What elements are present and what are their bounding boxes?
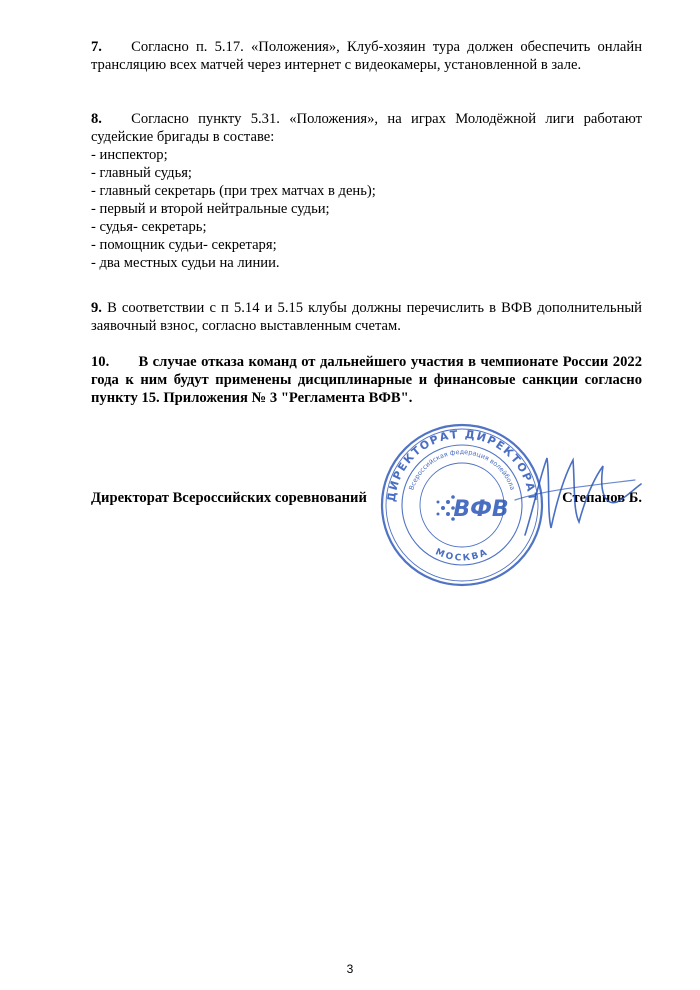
volleyball-icon [437, 495, 455, 521]
list-item: - главный секретарь (при трех матчах в день); [91, 183, 376, 199]
paragraph-number: 9. [91, 300, 102, 316]
list-item: - два местных судьи на линии. [91, 255, 280, 271]
paragraph-number: 8. [91, 111, 102, 127]
paragraph-number: 10. [91, 354, 110, 370]
stamp-ring-bottom-text: МОСКВА [433, 547, 491, 564]
stamp-ring-top-text: ДИРЕКТОРАТ ДИРЕКТОРАТ [384, 427, 540, 503]
list-item: - помощник судьи- секретаря; [91, 237, 277, 253]
paragraph-number: 7. [91, 39, 102, 55]
paragraph-9 [91, 299, 642, 335]
signer-name: Степанов Б. [562, 490, 642, 506]
paragraph-8 [91, 110, 642, 146]
paragraph-text: Согласно п. 5.17. «Положения», Клуб-хозяин тура должен обеспечить онлайн трансляцию всех матчей через интернет с видеокамеры, установленной в зале. [91, 39, 642, 73]
stamp-ring-inner-text: Всероссийская федерация волейбола [407, 447, 517, 492]
list-item: - главный судья; [91, 165, 192, 181]
list-item: - инспектор; [91, 147, 168, 163]
paragraph-text: В случае отказа команд от дальнейшего участия в чемпионате России 2022 года к ним будут применены дисциплинарные и финансовые санкции согласно пункту 15. Приложения № 3 "Регламента ВФВ". [91, 354, 642, 406]
paragraph-text: В соответствии с п 5.14 и 5.15 клубы должны перечислить в ВФВ дополнительный заявочный взнос, согласно выставленным счетам. [91, 300, 642, 334]
paragraph-7 [91, 38, 642, 74]
list-item: - судья- секретарь; [91, 219, 207, 235]
paragraph-text: Согласно пункту 5.31. «Положения», на играх Молодёжной лиги работают судейские бригады в составе: [91, 111, 642, 145]
stamp-logo-text: ВФВ [453, 497, 509, 522]
referee-list [91, 146, 376, 272]
signer-organization: Директорат Всероссийских соревнований [91, 490, 367, 506]
paragraph-10 [91, 353, 642, 407]
page-number: 3 [346, 962, 354, 976]
handwritten-signature [495, 440, 645, 550]
list-item: - первый и второй нейтральные судьи; [91, 201, 330, 217]
